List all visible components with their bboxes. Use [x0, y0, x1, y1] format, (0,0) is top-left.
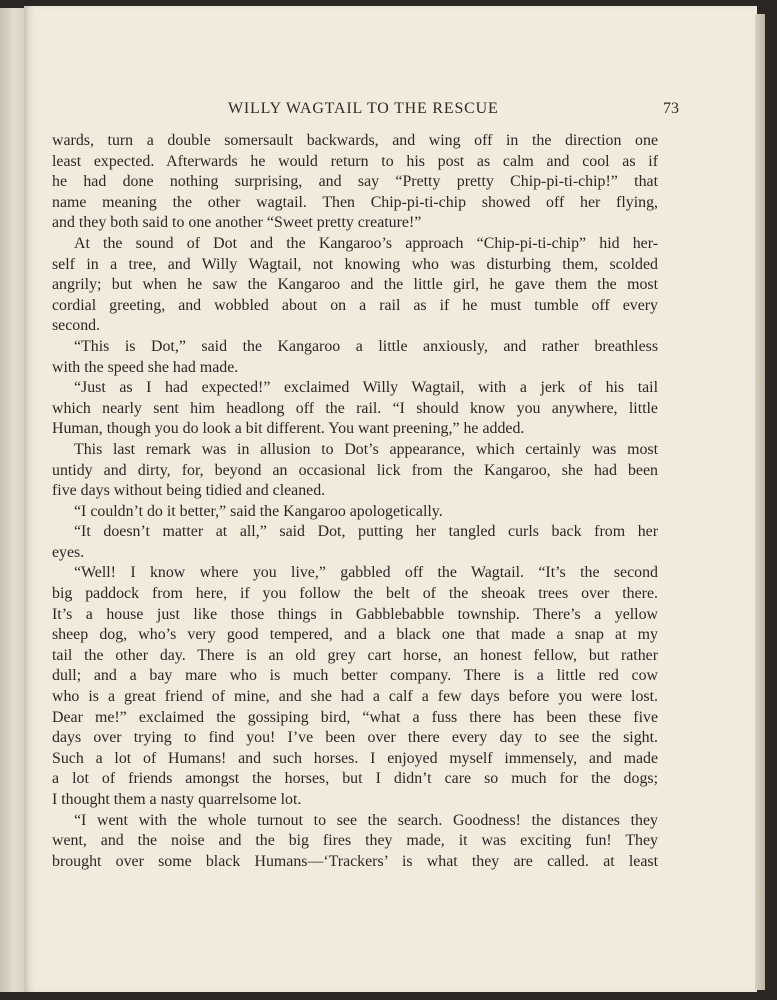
- text-line: Dear me!” exclaimed the gossiping bird, “what a fuss there has been these five: [52, 708, 658, 726]
- text-line: It’s a house just like those things in Gabblebabble township. There’s a yellow: [52, 605, 658, 623]
- text-line: went, and the noise and the big fires they made, it was exciting fun! They: [52, 832, 658, 850]
- text-line: dull; and a bay mare who is much better company. There is a little red cow: [52, 667, 658, 685]
- text-line: untidy and dirty, for, beyond an occasional lick from the Kangaroo, she had been: [52, 461, 658, 479]
- text-line: five days without being tidied and cleaned.: [52, 482, 326, 500]
- text-line: eyes.: [52, 543, 85, 561]
- text-line: self in a tree, and Willy Wagtail, not knowing who was disturbing them, scolded: [52, 255, 658, 273]
- text-line: “Just as I had expected!” exclaimed Willy Wagtail, with a jerk of his tail: [74, 379, 658, 397]
- text-line: Such a lot of Humans! and such horses. I enjoyed myself immensely, and made: [52, 749, 658, 767]
- text-line: “Well! I know where you live,” gabbled off the Wagtail. “It’s the second: [74, 564, 658, 582]
- text-line: At the sound of Dot and the Kangaroo’s approach “Chip-pi-ti-chip” hid her-: [74, 234, 658, 252]
- text-line: “I went with the whole turnout to see the search. Goodness! the distances they: [74, 811, 658, 829]
- page-header: [228, 100, 679, 120]
- text-line: I thought them a nasty quarrelsome lot.: [52, 791, 302, 808]
- page-rim: [755, 14, 765, 990]
- text-line: a lot of friends amongst the horses, but I didn’t care so much for the dogs;: [52, 770, 658, 788]
- body-text: [52, 131, 658, 872]
- text-line: Human, though you do look a bit different. You want preening,” he added.: [52, 420, 525, 438]
- text-line: least expected. Afterwards he would return to his post as calm and cool as if: [52, 152, 658, 170]
- text-line: and they both said to one another “Sweet pretty creature!”: [52, 214, 422, 232]
- running-title: WILLY WAGTAIL TO THE RESCUE: [228, 100, 499, 117]
- page-number: 73: [663, 100, 679, 117]
- text-line: This last remark was in allusion to Dot’s appearance, which certainly was most: [74, 440, 658, 458]
- text-line: big paddock from here, if you follow the belt of the sheoak trees over there.: [52, 585, 658, 603]
- text-line: angrily; but when he saw the Kangaroo and the little girl, he gave them the most: [52, 276, 658, 294]
- book-edge: [0, 8, 27, 992]
- text-line: which nearly sent him headlong off the rail. “I should know you anywhere, little: [52, 399, 658, 417]
- text-line: tail the other day. There is an old grey cart horse, an honest fellow, but rather: [52, 646, 658, 664]
- text-line: wards, turn a double somersault backwards, and wing off in the direction one: [52, 132, 658, 149]
- text-line: “It doesn’t matter at all,” said Dot, putting her tangled curls back from her: [74, 523, 658, 541]
- text-line: who is a great friend of mine, and she had a calf a few days before you were lost.: [52, 688, 658, 706]
- text-line: “This is Dot,” said the Kangaroo a little anxiously, and rather breathless: [74, 337, 658, 355]
- text-line: brought over some black Humans—‘Trackers’ is what they are called. at least: [52, 852, 658, 870]
- text-line: sheep dog, who’s very good tempered, and a black one that made a snap at my: [52, 626, 658, 644]
- text-line: with the speed she had made.: [52, 358, 239, 376]
- text-line: he had done nothing surprising, and say “Pretty pretty Chip-pi-ti-chip!” that: [52, 173, 658, 191]
- text-line: second.: [52, 317, 101, 335]
- text-line: cordial greeting, and wobbled about on a rail as if he must tumble off every: [52, 296, 658, 314]
- text-line: “I couldn’t do it better,” said the Kangaroo apologetically.: [74, 502, 443, 520]
- text-line: days over trying to find you! I’ve been over there every day to see the sight.: [52, 729, 658, 747]
- text-line: name meaning the other wagtail. Then Chip-pi-ti-chip showed off her flying,: [52, 193, 658, 211]
